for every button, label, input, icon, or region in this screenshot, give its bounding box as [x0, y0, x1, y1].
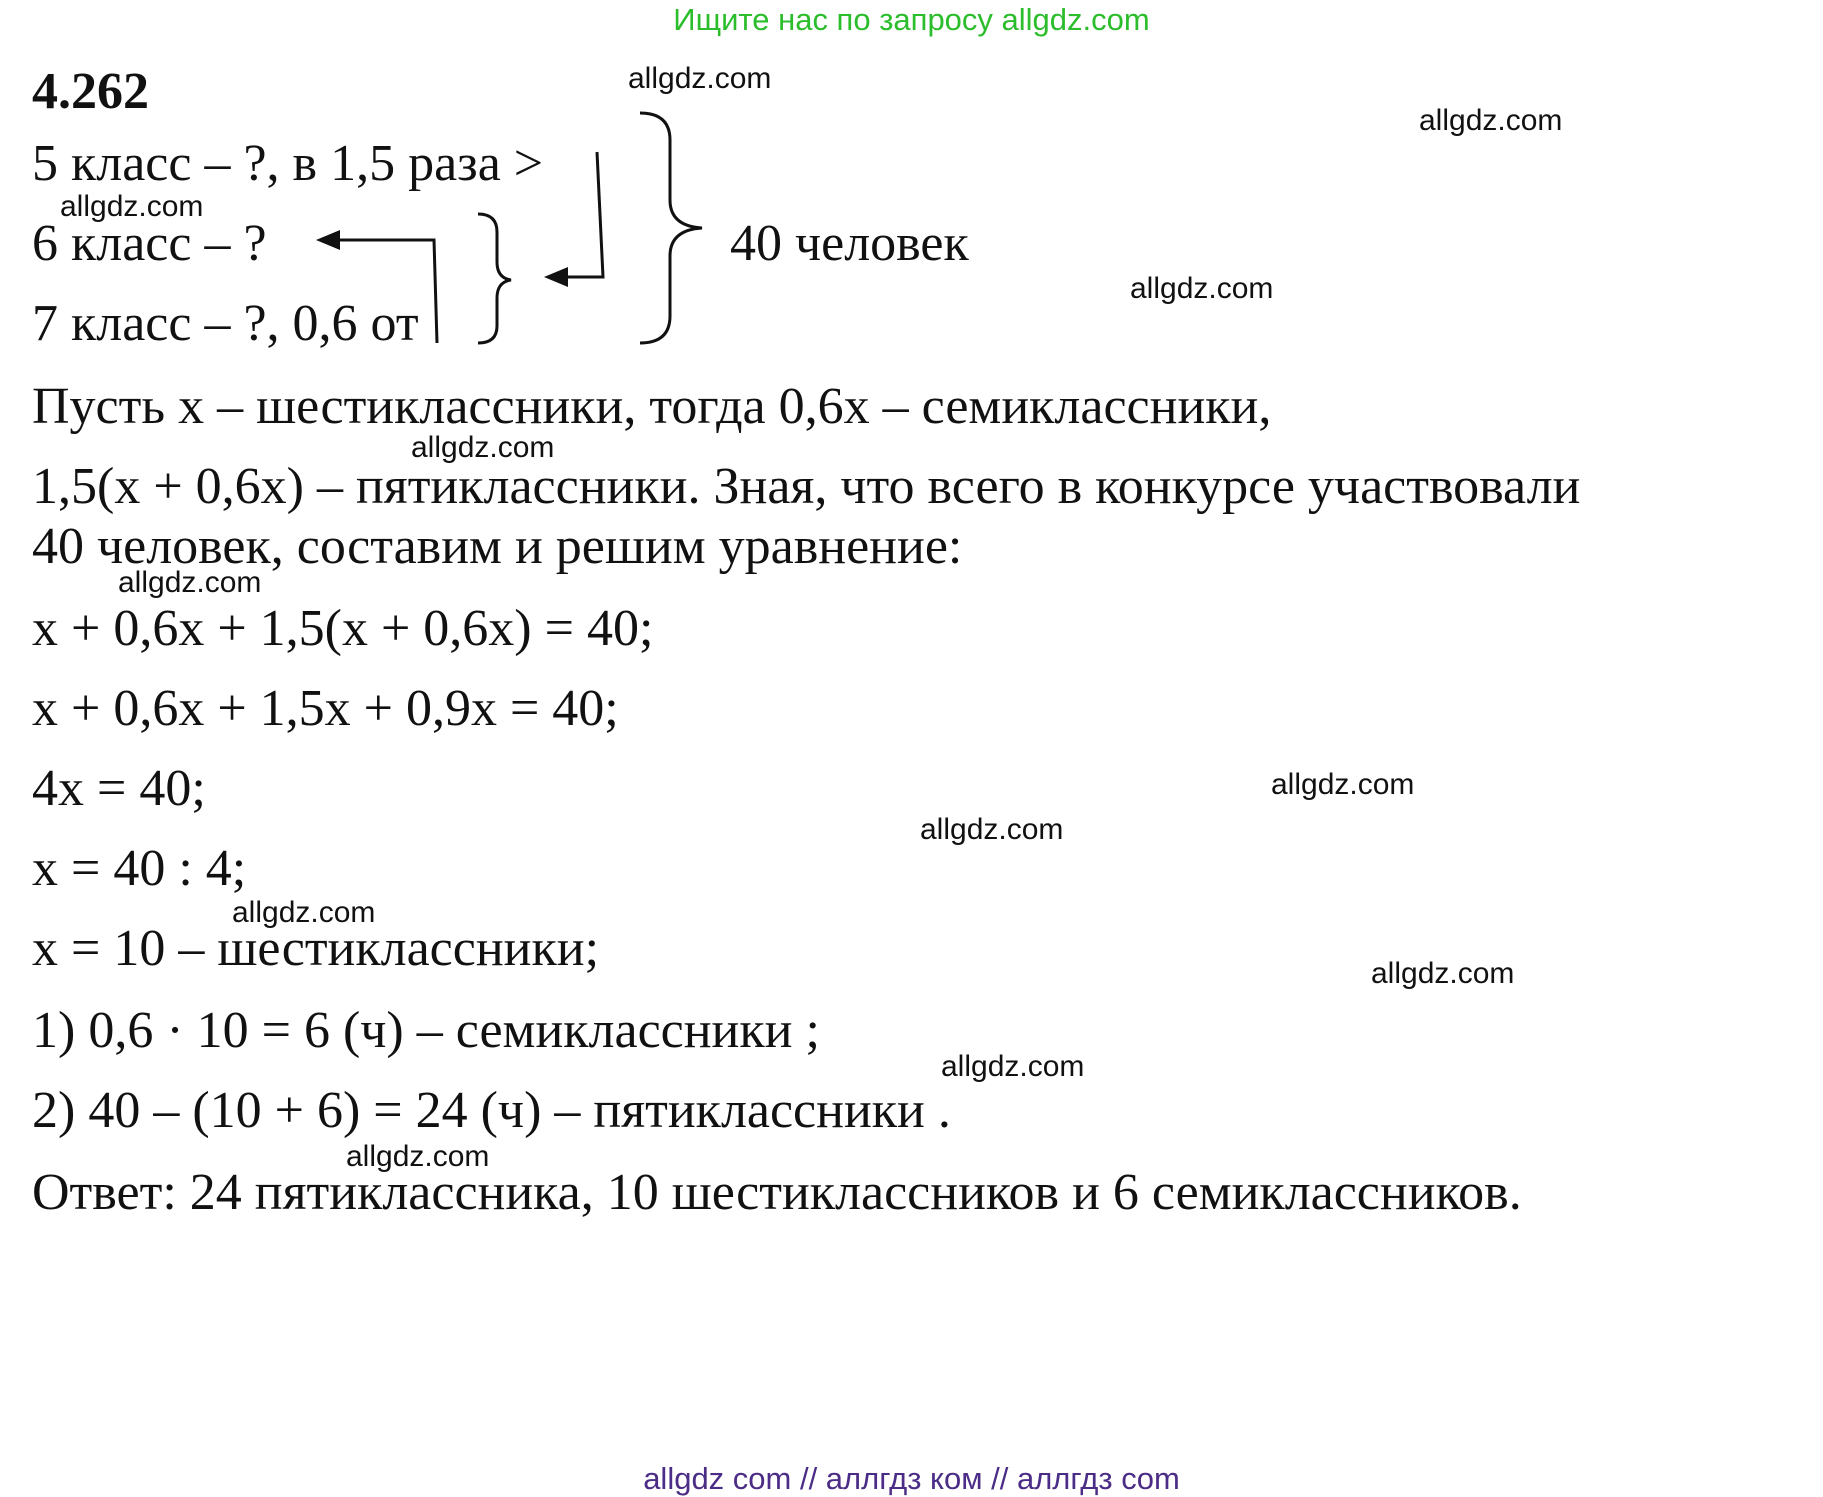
equation-line-2: x + 0,6x + 1,5x + 0,9x = 40; [32, 680, 619, 737]
step-line-1: 1) 0,6 · 10 = 6 (ч) – семиклассники ; [32, 1002, 820, 1059]
watermark: allgdz.com [1130, 272, 1274, 305]
arrow-head-group [544, 267, 568, 287]
watermark: allgdz.com [118, 566, 262, 599]
watermark: allgdz.com [628, 62, 772, 95]
equation-line-3: 4x = 40; [32, 760, 206, 817]
equation-line-4: x = 40 : 4; [32, 840, 247, 897]
arrow-7-to-6 [330, 240, 437, 343]
solution-line-1: Пусть x – шестиклассники, тогда 0,6x – семиклассники, [32, 378, 1272, 435]
scheme-row-5: 5 класс – ?, в 1,5 раза > [32, 135, 544, 192]
large-brace [640, 113, 702, 343]
watermark: allgdz.com [1419, 104, 1563, 137]
scheme-row-6: 6 класс – ? [32, 215, 267, 272]
watermark: allgdz.com [941, 1050, 1085, 1083]
watermark: allgdz.com [1371, 957, 1515, 990]
watermark: allgdz.com [60, 190, 204, 223]
top-banner: Ищите нас по запросу allgdz.com [673, 2, 1150, 37]
solution-line-3: 40 человек, составим и решим уравнение: [32, 518, 963, 575]
solution-line-2: 1,5(x + 0,6x) – пятиклассники. Зная, что всего в конкурсе участвовали [32, 458, 1581, 515]
scheme-total: 40 человек [730, 215, 969, 272]
watermark: allgdz.com [411, 431, 555, 464]
step-line-2: 2) 40 – (10 + 6) = 24 (ч) – пятиклассники . [32, 1082, 951, 1139]
watermark: allgdz.com [232, 896, 376, 929]
watermark: allgdz.com [1271, 768, 1415, 801]
problem-number: 4.262 [32, 63, 149, 120]
equation-line-5: x = 10 – шестиклассники; [32, 920, 600, 977]
bottom-banner: allgdz com // аллгдз ком // аллгдз com [643, 1461, 1180, 1496]
watermark: allgdz.com [920, 813, 1064, 846]
scheme-row-7: 7 класс – ?, 0,6 от [32, 295, 419, 352]
answer-line: Ответ: 24 пятиклассника, 10 шестиклассников и 6 семиклассников. [32, 1164, 1522, 1221]
watermark: allgdz.com [346, 1140, 490, 1173]
equation-line-1: x + 0,6x + 1,5(x + 0,6x) = 40; [32, 600, 654, 657]
arrow-5-to-group [558, 152, 603, 277]
small-brace [478, 214, 511, 343]
arrow-head-6 [316, 230, 340, 250]
